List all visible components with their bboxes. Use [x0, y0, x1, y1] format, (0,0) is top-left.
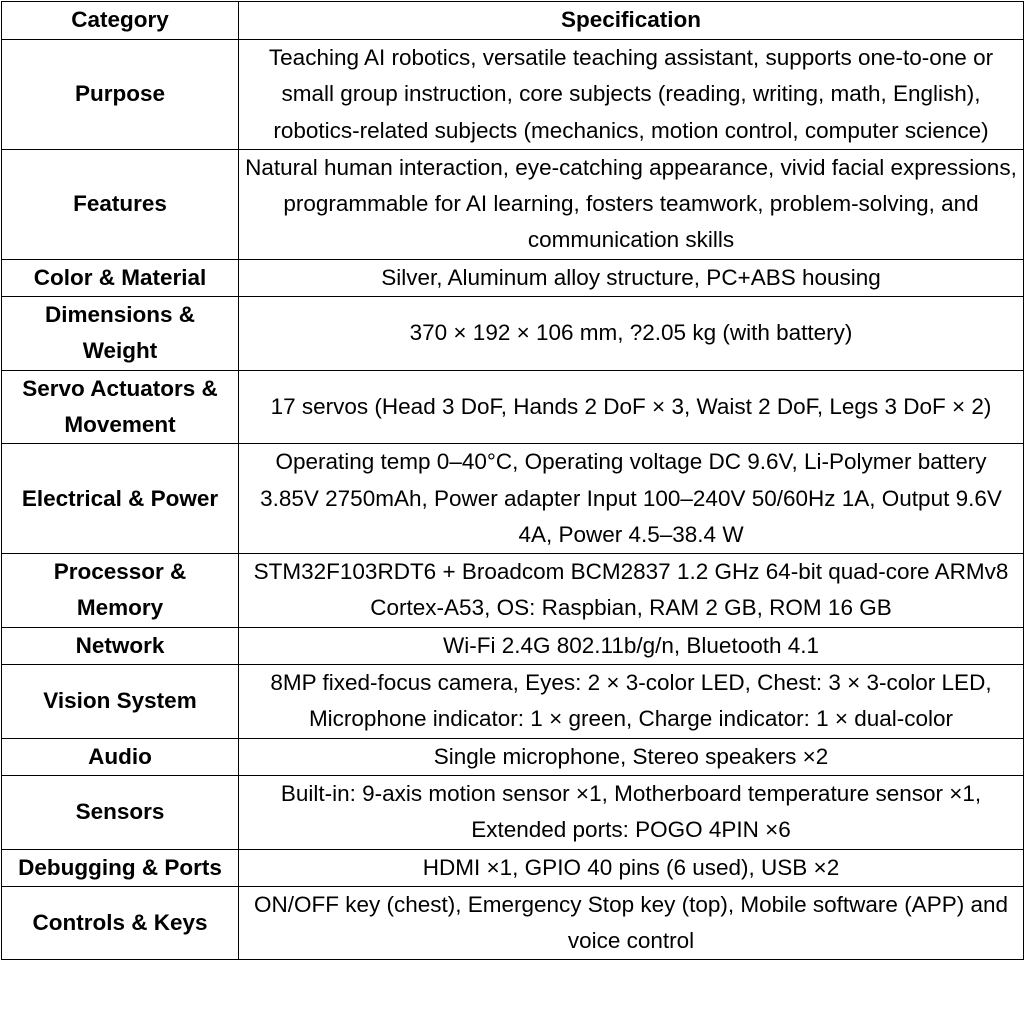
table-row — [2, 297, 1024, 371]
table-row — [2, 149, 1024, 259]
row-specification: Wi-Fi 2.4G 802.11b/g/n, Bluetooth 4.1 — [239, 627, 1024, 664]
spec-table — [1, 1, 1024, 960]
row-specification: Single microphone, Stereo speakers ×2 — [239, 738, 1024, 775]
row-category: Sensors — [2, 775, 239, 849]
table-row — [2, 738, 1024, 775]
table-row — [2, 554, 1024, 628]
row-specification: Natural human interaction, eye-catching appearance, vivid facial expressions, programmable for AI learning, fosters teamwork, problem-solving, and communication skills — [239, 149, 1024, 259]
row-specification: STM32F103RDT6 + Broadcom BCM2837 1.2 GHz 64-bit quad-core ARMv8 Cortex-A53, OS: Raspbian, RAM 2 GB, ROM 16 GB — [239, 554, 1024, 628]
row-category: Servo Actuators & Movement — [2, 370, 239, 444]
row-category: Dimensions & Weight — [2, 297, 239, 371]
header-row — [2, 2, 1024, 40]
row-specification: Silver, Aluminum alloy structure, PC+ABS housing — [239, 259, 1024, 296]
header-specification: Specification — [239, 2, 1024, 40]
table-row — [2, 775, 1024, 849]
row-specification: HDMI ×1, GPIO 40 pins (6 used), USB ×2 — [239, 849, 1024, 886]
table-row — [2, 627, 1024, 664]
row-category: Processor & Memory — [2, 554, 239, 628]
row-specification: Operating temp 0–40°C, Operating voltage DC 9.6V, Li-Polymer battery 3.85V 2750mAh, Power adapter Input 100–240V 50/60Hz 1A, Output 9.6V 4A, Power 4.5–38.4 W — [239, 444, 1024, 554]
row-category: Audio — [2, 738, 239, 775]
row-category: Purpose — [2, 40, 239, 150]
row-category: Vision System — [2, 665, 239, 739]
table-row — [2, 665, 1024, 739]
header-category: Category — [2, 2, 239, 40]
row-specification: 8MP fixed-focus camera, Eyes: 2 × 3-color LED, Chest: 3 × 3-color LED, Microphone indicator: 1 × green, Charge indicator: 1 × dual-color — [239, 665, 1024, 739]
row-category: Network — [2, 627, 239, 664]
row-specification: 370 × 192 × 106 mm, ?2.05 kg (with battery) — [239, 297, 1024, 371]
row-specification: Teaching AI robotics, versatile teaching assistant, supports one-to-one or small group instruction, core subjects (reading, writing, math, English), robotics-related subjects (mechanics, motion control, computer science) — [239, 40, 1024, 150]
row-category: Controls & Keys — [2, 886, 239, 960]
table-row — [2, 849, 1024, 886]
table-row — [2, 886, 1024, 960]
row-category: Debugging & Ports — [2, 849, 239, 886]
row-category: Electrical & Power — [2, 444, 239, 554]
table-row — [2, 40, 1024, 150]
row-category: Color & Material — [2, 259, 239, 296]
table-row — [2, 259, 1024, 296]
row-specification: 17 servos (Head 3 DoF, Hands 2 DoF × 3, Waist 2 DoF, Legs 3 DoF × 2) — [239, 370, 1024, 444]
table-row — [2, 370, 1024, 444]
row-specification: ON/OFF key (chest), Emergency Stop key (top), Mobile software (APP) and voice control — [239, 886, 1024, 960]
row-category: Features — [2, 149, 239, 259]
table-row — [2, 444, 1024, 554]
row-specification: Built-in: 9-axis motion sensor ×1, Motherboard temperature sensor ×1, Extended ports: POGO 4PIN ×6 — [239, 775, 1024, 849]
